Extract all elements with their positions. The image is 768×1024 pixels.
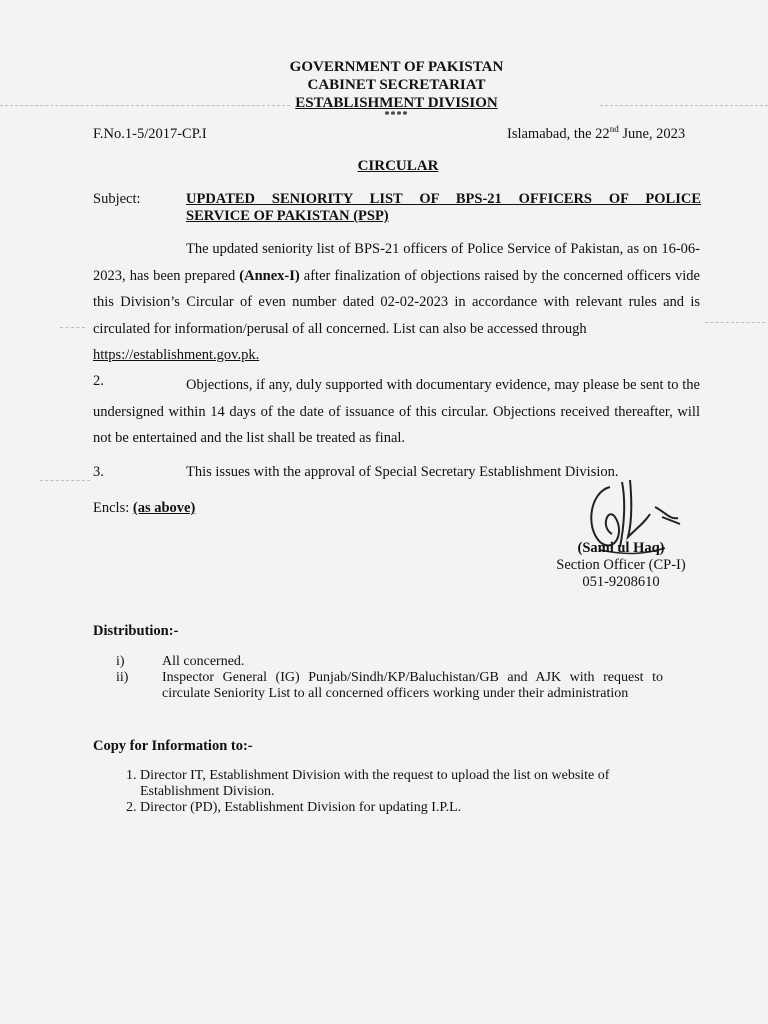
signature-block — [556, 540, 686, 591]
enclosures — [93, 500, 195, 517]
distribution-item-number: ii) — [116, 670, 129, 685]
signatory-phone: 051-9208610 — [582, 574, 660, 590]
paragraph-1-text-b: after finalization of objections raised by the concerned officers vide this Division’s Circular of even number dated 02-02-2023 in accordance with relevant rules and is circulated for information/perusal of all concerned. List can also be accessed through — [93, 267, 700, 337]
header-division-text: ESTABLISHMENT DIVISION — [295, 95, 498, 111]
circular-title-text: CIRCULAR — [357, 158, 439, 174]
annex-reference: (Annex-I) — [239, 267, 300, 284]
header-cabinet: CABINET SECRETARIAT — [307, 77, 486, 93]
copy-info-item: 2. Director (PD), Establishment Division for updating I.P.L. — [140, 800, 676, 816]
paragraph-1-text-a: The updated seniority list of BPS-21 officers of Police Service of Pakistan, as on 16-06-2023, has been prepared — [93, 241, 700, 284]
scan-noise — [60, 327, 85, 328]
header-government: GOVERNMENT OF PAKISTAN — [289, 59, 504, 75]
date-suffix: June, 2023 — [618, 125, 686, 142]
paragraph-2-number: 2. — [93, 373, 104, 389]
circular-title — [0, 158, 768, 175]
signatory-designation: Section Officer (CP-I) — [556, 557, 686, 573]
distribution-item-number: i) — [116, 654, 125, 669]
enclosures-label: Encls: — [93, 500, 133, 516]
paragraph-1 — [93, 236, 700, 369]
distribution-item — [116, 670, 663, 702]
paragraph-2: Objections, if any, duly supported with documentary evidence, may please be sent to the undersigned within 14 days of the date of issuance of this circular. Objections received thereafter, will not be entertained and the list shall be treated as final. — [93, 377, 700, 446]
signatory-name: (Sami ul Haq) — [577, 540, 665, 556]
distribution-heading: Distribution:- — [93, 623, 179, 639]
subject-text — [186, 191, 701, 225]
issue-date — [507, 124, 685, 143]
date-prefix: Islamabad, the 22 — [507, 125, 610, 142]
file-number: F.No.1-5/2017-CP.I — [93, 126, 207, 142]
scan-noise — [705, 322, 765, 323]
subject-line-2: SERVICE OF PAKISTAN (PSP) — [186, 208, 389, 224]
paragraph-3: This issues with the approval of Special Secretary Establishment Division. — [186, 464, 619, 480]
scan-noise — [40, 480, 90, 481]
distribution-item — [116, 654, 663, 670]
subject-line-1: UPDATED SENIORITY LIST OF BPS-21 OFFICERS OF POLICE — [186, 191, 701, 207]
website-link[interactable]: https://establishment.gov.pk. — [93, 347, 260, 363]
copy-info-list — [116, 768, 676, 816]
distribution-item-text: Inspector General (IG) Punjab/Sindh/KP/Baluchistan/GB and AJK with request to circulate Seniority List to all concerned officers working under their administration — [162, 670, 663, 701]
distribution-item-text: All concerned. — [162, 654, 245, 669]
subject-label: Subject: — [93, 191, 141, 207]
distribution-list — [116, 654, 663, 702]
enclosures-value: (as above) — [132, 500, 196, 516]
paragraph-3-number: 3. — [93, 464, 104, 480]
copy-info-item: 1. Director IT, Establishment Division with the request to upload the list on website of Establishment Division. — [140, 768, 676, 800]
date-superscript: nd — [609, 124, 619, 134]
copy-info-heading: Copy for Information to:- — [93, 738, 253, 754]
header-stars: **** — [384, 110, 409, 121]
